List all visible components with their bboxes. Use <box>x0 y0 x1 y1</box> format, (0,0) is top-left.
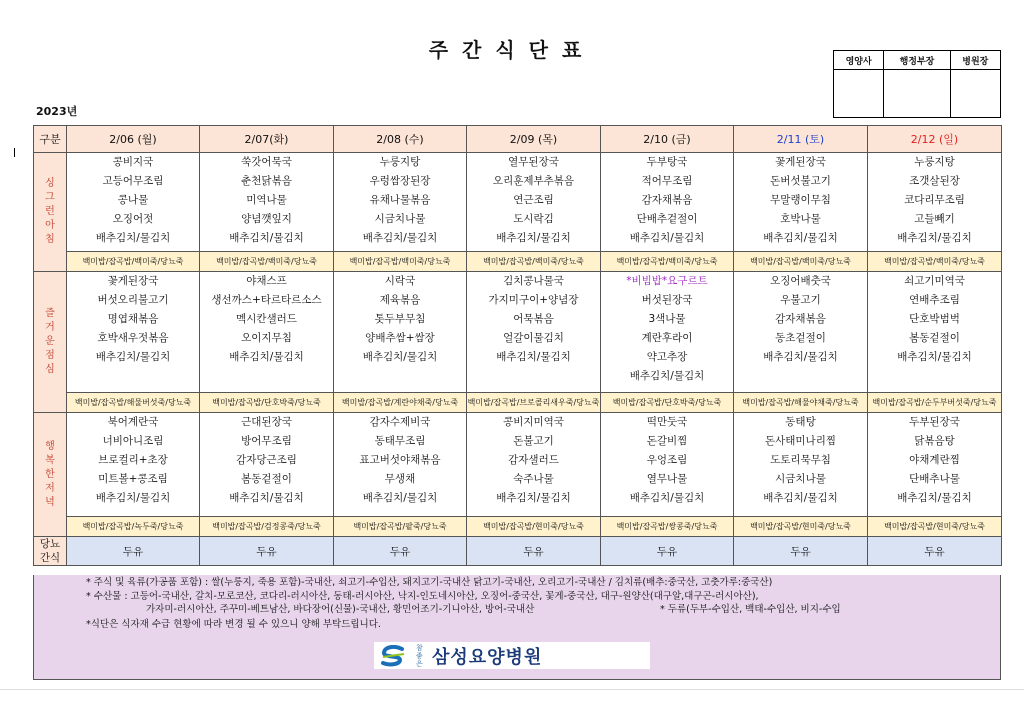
menu-cell <box>601 272 734 393</box>
meal-label-char: 저 <box>45 482 55 494</box>
dish-item: 감자채볶음 <box>775 313 826 325</box>
dish-item: 돈사태미나리찜 <box>764 435 836 447</box>
dish-item: 배추김치/물김치 <box>763 492 838 504</box>
portion-row <box>34 517 1002 537</box>
portion-cell: 백미밥/잡곡밥/백미죽/당뇨죽 <box>734 252 868 272</box>
dish-item: 계란후라이 <box>641 332 693 344</box>
note-origin-beans: * 두류(두부-수입산, 백태-수입산, 비지-수입 <box>660 604 841 615</box>
portion-cell: 백미밥/잡곡밥/백미죽/당뇨죽 <box>467 252 601 272</box>
menu-cell <box>467 413 601 517</box>
dish-item: 적어무조림 <box>641 175 693 187</box>
meal-label-char: 복 <box>45 454 55 466</box>
day-header-row <box>34 126 1002 153</box>
snack-cell: 두유 <box>601 537 734 566</box>
portion-cell: 백미밥/잡곡밥/현미죽/당뇨죽 <box>467 517 601 537</box>
menu-cell <box>734 272 868 393</box>
dish-item: 무말랭이무침 <box>770 194 831 206</box>
approval-dietitian: 영양사 <box>834 51 884 70</box>
dish-item: 양념깻잎지 <box>241 213 292 225</box>
menu-cell <box>467 153 601 252</box>
portion-cell: 백미밥/잡곡밥/계란야채죽/당뇨죽 <box>334 393 467 413</box>
menu-cell <box>67 153 200 252</box>
dish-item: 배추김치/물김치 <box>496 232 571 244</box>
dish-item: 유채나물볶음 <box>369 194 431 206</box>
meal-label-char: 싱 <box>45 178 55 189</box>
menu-cell <box>334 272 467 393</box>
snack-row <box>34 537 1002 566</box>
dish-item: 약고추장 <box>646 351 688 363</box>
dish-item: 돈불고기 <box>513 435 554 447</box>
dish-item: 배추김치/물김치 <box>362 351 438 363</box>
header-label: 구분 <box>34 126 67 153</box>
day-header: 2/07(화) <box>200 126 334 153</box>
snack-cell: 두유 <box>200 537 334 566</box>
dish-item: 배추김치/물김치 <box>95 492 171 504</box>
signature-cell <box>950 70 1000 118</box>
dish-item: 버섯된장국 <box>641 294 693 306</box>
dish-item: 얼갈이물김치 <box>503 332 564 344</box>
dish-item: 연배추조림 <box>909 294 960 306</box>
portion-cell: 백미밥/잡곡밥/단호박죽/당뇨죽 <box>200 393 334 413</box>
dish-item: 춘천닭볶음 <box>241 175 292 187</box>
meal-label-char: 운 <box>45 336 55 347</box>
dish-item: 콩비지국 <box>112 156 154 168</box>
dish-item: 배추김치/물김치 <box>229 351 304 363</box>
dish-item: 오이지무침 <box>241 332 292 344</box>
dish-item: 배추김치/물김치 <box>95 351 171 363</box>
snack-label-line: 간식 <box>39 552 61 564</box>
dish-item: 콩나물 <box>117 194 149 206</box>
dish-item: 야채스프 <box>246 275 287 287</box>
portion-cell: 백미밥/잡곡밥/녹두죽/당뇨죽 <box>67 517 200 537</box>
portion-cell: 백미밥/잡곡밥/해물버섯죽/당뇨죽 <box>67 393 200 413</box>
portion-cell: 백미밥/잡곡밥/백미죽/당뇨죽 <box>601 252 734 272</box>
dish-item: 배추김치/물김치 <box>629 492 705 504</box>
dish-item: 돈버섯불고기 <box>770 175 831 187</box>
dish-item: 호박나물 <box>780 213 821 225</box>
dish-item: 배추김치/물김치 <box>496 351 571 363</box>
approval-box <box>833 50 1001 118</box>
dish-item: 숙주나물 <box>513 473 554 485</box>
dish-item: 쑥갓어묵국 <box>241 156 292 168</box>
portion-cell: 백미밥/잡곡밥/브로콜리새우죽/당뇨죽 <box>467 393 601 413</box>
dish-item: 3색나물 <box>648 313 686 325</box>
year-label: 2023년 <box>36 105 78 118</box>
approval-director: 병원장 <box>950 51 1000 70</box>
dish-item: 방어무조림 <box>241 435 292 447</box>
portion-cell: 백미밥/잡곡밥/팥죽/당뇨죽 <box>334 517 467 537</box>
dish-item: 동태탕 <box>785 416 816 428</box>
dish-item: 야채계란찜 <box>909 454 960 466</box>
dish-item: 우엉조림 <box>646 454 688 466</box>
portion-cell: 백미밥/잡곡밥/해물야채죽/당뇨죽 <box>734 393 868 413</box>
dish-item: 두부된장국 <box>909 416 960 428</box>
dish-item: 배추김치/물김치 <box>897 492 972 504</box>
portion-cell: 백미밥/잡곡밥/백미죽/당뇨죽 <box>67 252 200 272</box>
meal-label <box>34 272 67 413</box>
day-header: 2/11 (토) <box>734 126 868 153</box>
dish-item: 누룽지탕 <box>914 156 955 168</box>
dish-item: 미트볼+콩조림 <box>98 473 168 485</box>
dish-item: 배추김치/물김치 <box>763 351 838 363</box>
weekly-menu-table <box>33 125 1002 566</box>
approval-admin: 행정부장 <box>884 51 950 70</box>
menu-cell <box>67 413 200 517</box>
dish-item: 봄동겉절이 <box>909 332 960 344</box>
dish-item: 열무나물 <box>646 473 688 485</box>
note-origin-meat: * 주식 및 육류(가공품 포함) : 쌀(누룽지, 죽용 포함)-국내산, 쇠고기-수입산, 돼지고기-국내산 닭고기-국내산, 오리고기-국내산 / 김치류(배추:중국산, 고춧가루:중국산) <box>86 577 773 588</box>
menu-cell <box>601 413 734 517</box>
dish-item: 동초겉절이 <box>775 332 826 344</box>
dish-item: 오리훈제부추볶음 <box>492 175 575 187</box>
dish-item: 배추김치/물김치 <box>229 232 304 244</box>
dish-item: 꽃게된장국 <box>775 156 826 168</box>
dish-item: 도토리묵무침 <box>770 454 831 466</box>
meal-row <box>34 153 1002 252</box>
dish-item: 도시락김 <box>513 213 554 225</box>
text-cursor <box>14 148 15 157</box>
dish-item: 배추김치/물김치 <box>362 492 438 504</box>
portion-cell: 백미밥/잡곡밥/현미죽/당뇨죽 <box>868 517 1002 537</box>
page-title: 주간식단표 <box>428 38 596 62</box>
snack-cell: 두유 <box>334 537 467 566</box>
signature-cell <box>884 70 950 118</box>
dish-item: 고등어무조림 <box>102 175 164 187</box>
meal-label-char: 심 <box>45 364 55 375</box>
meal-row <box>34 413 1002 517</box>
menu-cell <box>200 413 334 517</box>
dish-item: 봄동겉절이 <box>241 473 292 485</box>
dish-item: *비빔밥*요구르트 <box>626 275 708 287</box>
menu-cell <box>200 272 334 393</box>
dish-item: 누룽지탕 <box>379 156 421 168</box>
day-header: 2/06 (월) <box>67 126 200 153</box>
snack-cell: 두유 <box>868 537 1002 566</box>
menu-cell <box>868 153 1002 252</box>
menu-cell <box>601 153 734 252</box>
page-edge <box>0 689 1024 690</box>
dish-item: 배추김치/물김치 <box>763 232 838 244</box>
logo-name: 삼성요양병원 <box>432 646 543 668</box>
dish-item: 북어계란국 <box>107 416 159 428</box>
portion-cell: 백미밥/잡곡밥/백미죽/당뇨죽 <box>334 252 467 272</box>
dish-item: 배추김치/물김치 <box>95 232 171 244</box>
meal-label-char: 런 <box>45 206 55 217</box>
logo-tagline: 참좋은 <box>416 643 423 668</box>
dish-item: 미역나물 <box>246 194 287 206</box>
hospital-s-logo-icon <box>380 645 406 667</box>
dish-item: 근대된장국 <box>241 416 292 428</box>
snack-cell: 두유 <box>734 537 868 566</box>
snack-label <box>34 537 67 566</box>
day-header: 2/08 (수) <box>334 126 467 153</box>
dish-item: 쇠고기미역국 <box>904 275 965 287</box>
meal-label-char: 그 <box>45 192 55 203</box>
dish-item: 양배추쌈+쌈장 <box>365 332 435 344</box>
menu-cell <box>67 272 200 393</box>
note-change-notice: *식단은 식자재 수급 현황에 따라 변경 될 수 있으니 양해 부탁드립니다. <box>86 619 381 630</box>
dish-item: 배추김치/물김치 <box>897 351 972 363</box>
dish-item: 연근조림 <box>513 194 554 206</box>
dish-item: 꽃게된장국 <box>107 275 159 287</box>
dish-item: 단배추나물 <box>909 473 960 485</box>
note-origin-seafood-cont: 가자미-러시아산, 주꾸미-베트남산, 바다장어(신물)-국내산, 황민어조기-기니아산, 방어-국내산 <box>146 604 535 615</box>
dish-item: 고들빼기 <box>914 213 955 225</box>
snack-cell: 두유 <box>467 537 601 566</box>
portion-cell: 백미밥/잡곡밥/백미죽/당뇨죽 <box>200 252 334 272</box>
dish-item: 호박새우젓볶음 <box>97 332 169 344</box>
dish-item: 두부탕국 <box>646 156 688 168</box>
dish-item: 브로컬리+초장 <box>98 454 168 466</box>
dish-item: 생선까스+타르타르소스 <box>211 294 322 306</box>
portion-cell: 백미밥/잡곡밥/현미죽/당뇨죽 <box>734 517 868 537</box>
dish-item: 감자당근조림 <box>236 454 297 466</box>
portion-cell: 백미밥/잡곡밥/백미죽/당뇨죽 <box>868 252 1002 272</box>
meal-label <box>34 413 67 537</box>
dish-item: 단배추겉절이 <box>636 213 698 225</box>
dish-item: 오징어배춧국 <box>770 275 831 287</box>
meal-row <box>34 272 1002 393</box>
dish-item: 어묵볶음 <box>513 313 554 325</box>
dish-item: 제육볶음 <box>379 294 421 306</box>
dish-item: 코다리무조림 <box>904 194 965 206</box>
dish-item: 배추김치/물김치 <box>629 232 705 244</box>
menu-cell <box>334 153 467 252</box>
dish-item: 가지미구이+양념장 <box>488 294 579 306</box>
meal-label <box>34 153 67 272</box>
portion-cell: 백미밥/잡곡밥/쌍콩죽/당뇨죽 <box>601 517 734 537</box>
dish-item: 무생채 <box>384 473 416 485</box>
dish-item: 콩비지미역국 <box>503 416 564 428</box>
menu-cell <box>734 153 868 252</box>
portion-row <box>34 252 1002 272</box>
dish-item: 동태무조림 <box>374 435 426 447</box>
menu-cell <box>868 413 1002 517</box>
note-origin-seafood: * 수산물 : 고등어-국내산, 갈치-모로코산, 코다리-러시아산, 동태-러시아산, 낙지-인도네시아산, 오징어-중국산, 꽃게-중국산, 대구-원양산(대구알,대구곤-러시아산), <box>86 591 759 602</box>
day-header: 2/12 (일) <box>868 126 1002 153</box>
dish-item: 시락국 <box>384 275 416 287</box>
meal-label-char: 녁 <box>45 496 55 508</box>
meal-label-char: 침 <box>45 234 55 245</box>
menu-cell <box>868 272 1002 393</box>
dish-item: 김치콩나물국 <box>503 275 564 287</box>
signature-cell <box>834 70 884 118</box>
dish-item: 감자채볶음 <box>641 194 693 206</box>
dish-item: 조갯살된장 <box>909 175 960 187</box>
dish-item: 배추김치/물김치 <box>229 492 304 504</box>
dish-item: 닭볶음탕 <box>914 435 955 447</box>
dish-item: 시금치나물 <box>374 213 426 225</box>
dish-item: 버섯오리불고기 <box>97 294 169 306</box>
meal-label-char: 거 <box>45 322 55 333</box>
day-header: 2/10 (금) <box>601 126 734 153</box>
menu-cell <box>200 153 334 252</box>
dish-item: 배추김치/물김치 <box>629 370 705 382</box>
hospital-logo <box>374 642 650 669</box>
dish-item: 우불고기 <box>780 294 821 306</box>
menu-cell <box>734 413 868 517</box>
dish-item: 열무된장국 <box>508 156 559 168</box>
meal-label-char: 즐 <box>45 308 55 319</box>
meal-label-char: 행 <box>45 440 55 452</box>
dish-item: 톳두부무침 <box>374 313 426 325</box>
menu-cell <box>467 272 601 393</box>
dish-item: 오징어젓 <box>112 213 154 225</box>
day-header: 2/09 (목) <box>467 126 601 153</box>
meal-label-char: 한 <box>45 468 55 480</box>
portion-cell: 백미밥/잡곡밥/단호박죽/당뇨죽 <box>601 393 734 413</box>
dish-item: 멕시칸샐러드 <box>236 313 297 325</box>
dish-item: 감자샐러드 <box>508 454 559 466</box>
dish-item: 떡만둣국 <box>646 416 688 428</box>
portion-cell: 백미밥/잡곡밥/순두부버섯죽/당뇨죽 <box>868 393 1002 413</box>
snack-label-line: 당뇨 <box>39 538 61 550</box>
dish-item: 단호박범벅 <box>909 313 960 325</box>
dish-item: 우렁쌈장된장 <box>369 175 431 187</box>
dish-item: 돈갈비찜 <box>646 435 688 447</box>
dish-item: 시금치나물 <box>775 473 826 485</box>
dish-item: 명엽채볶음 <box>107 313 159 325</box>
portion-row <box>34 393 1002 413</box>
meal-label-char: 아 <box>45 220 55 231</box>
dish-item: 배추김치/물김치 <box>897 232 972 244</box>
dish-item: 감자수제비국 <box>369 416 431 428</box>
dish-item: 너비아니조림 <box>102 435 164 447</box>
portion-cell: 백미밥/잡곡밥/검정콩죽/당뇨죽 <box>200 517 334 537</box>
dish-item: 표고버섯야채볶음 <box>359 454 441 466</box>
menu-cell <box>334 413 467 517</box>
dish-item: 배추김치/물김치 <box>362 232 438 244</box>
meal-label-char: 점 <box>45 350 55 361</box>
dish-item: 배추김치/물김치 <box>496 492 571 504</box>
snack-cell: 두유 <box>67 537 200 566</box>
